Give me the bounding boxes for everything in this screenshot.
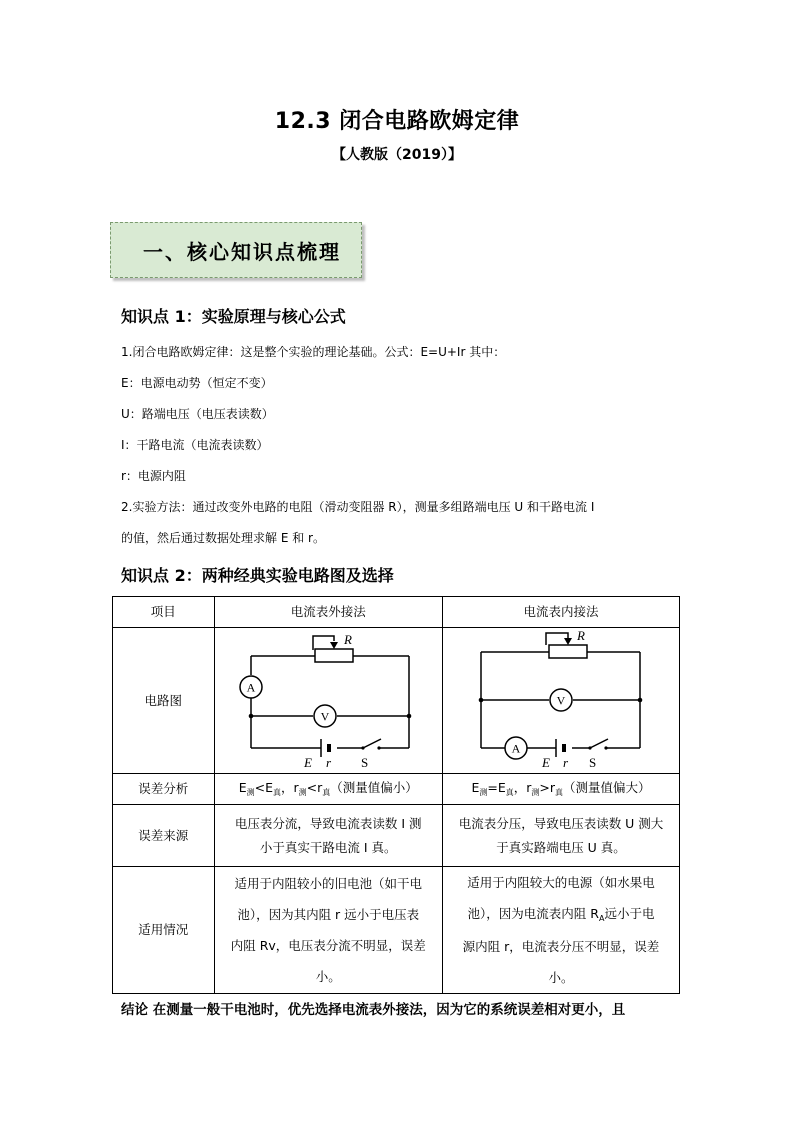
- table-row-error: [113, 774, 680, 805]
- cell-line: 池），因为其内阻 r 远小于电压表: [237, 907, 420, 922]
- cell-line: 小。: [315, 969, 341, 984]
- err-text: <E: [254, 780, 273, 795]
- internal-resistance-label: r: [562, 755, 569, 770]
- circuit-external-cell: [214, 628, 442, 774]
- comparison-table: [112, 596, 680, 994]
- section-banner: [110, 222, 362, 278]
- circuit-diagram-external: [215, 628, 431, 773]
- err-subscript: 测: [246, 788, 255, 797]
- kp1-line: E：电源电动势（恒定不变）: [121, 376, 273, 390]
- cell-line: 适用于内阻较小的旧电池（如干电: [234, 876, 422, 891]
- cell-subscript: A: [598, 914, 605, 923]
- header-cell: 电流表内接法: [442, 597, 679, 628]
- err-subscript: 测: [479, 788, 488, 797]
- err-text: =E: [487, 780, 506, 795]
- err-subscript: 真: [273, 788, 281, 797]
- err-text: <r: [306, 780, 323, 795]
- rheostat-label: R: [343, 632, 352, 647]
- ammeter-label: A: [246, 680, 255, 695]
- cell-line: 电压表分流，导致电流表读数 I 测: [234, 815, 422, 831]
- row-label: 误差分析: [113, 774, 215, 805]
- row-label: 电路图: [113, 628, 215, 774]
- kp1-line: r：电源内阻: [121, 469, 186, 483]
- cell-line: [449, 898, 673, 931]
- switch-label: S: [588, 755, 597, 770]
- err-subscript: 测: [298, 788, 307, 797]
- apply-external-cell: [214, 867, 442, 994]
- kp1-line: U：路端电压（电压表读数）: [121, 407, 274, 421]
- cell-line: 于真实路端电压 U 真。: [496, 839, 626, 855]
- document-title: 12.3 闭合电路欧姆定律: [274, 109, 520, 134]
- source-internal-cell: [442, 805, 679, 867]
- edition-label: 【人教版（2019）】: [332, 147, 462, 163]
- table-row-apply: [113, 867, 680, 994]
- header-cell: 电流表外接法: [214, 597, 442, 628]
- kp1-line: 2.实验方法：通过改变外电路的电阻（滑动变阻器 R），测量多组路端电压 U 和干路电流 I: [121, 500, 595, 514]
- apply-internal-cell: [442, 867, 679, 994]
- row-label: 适用情况: [113, 867, 215, 994]
- cell-text: 池），因为电流表内阻 R: [467, 906, 599, 921]
- error-external-cell: [214, 774, 442, 805]
- table-header-row: [113, 597, 680, 628]
- emf-label: E: [303, 755, 312, 770]
- switch-label: S: [360, 755, 368, 770]
- table-row-source: [113, 805, 680, 867]
- section-banner-text: 一、核心知识点梳理: [143, 240, 341, 264]
- err-text: ，r: [281, 780, 299, 795]
- kp1-heading: 知识点 1：实验原理与核心公式: [121, 307, 346, 326]
- cell-line: 小于真实干路电流 I 真。: [259, 839, 397, 855]
- err-text: E: [238, 780, 247, 795]
- err-text: >r: [539, 780, 555, 795]
- err-subscript: 测: [531, 788, 540, 797]
- circuit-internal-cell: [442, 628, 679, 774]
- cell-line: 电流表分压，导致电压表读数 U 测大: [458, 815, 664, 831]
- voltmeter-label: V: [556, 693, 566, 708]
- kp1-line: 的值，然后通过数据处理求解 E 和 r。: [121, 531, 325, 545]
- err-text: （测量值偏大）: [563, 780, 651, 795]
- error-internal-cell: [442, 774, 679, 805]
- cell-text: 远小于电: [604, 906, 655, 921]
- header-cell: 项目: [113, 597, 215, 628]
- emf-label: E: [541, 755, 550, 770]
- err-subscript: 真: [322, 788, 331, 797]
- err-text: ，r: [513, 780, 532, 795]
- err-subscript: 真: [555, 788, 563, 797]
- row-label: 误差来源: [113, 805, 215, 867]
- kp2-heading: 知识点 2：两种经典实验电路图及选择: [121, 566, 394, 585]
- voltmeter-label: V: [320, 709, 329, 724]
- kp1-line: 1.闭合电路欧姆定律：这是整个实验的理论基础。公式：E=U+Ir 其中：: [121, 345, 506, 359]
- cell-line: 小。: [548, 970, 574, 985]
- cell-line: 内阻 Rv，电压表分流不明显，误差: [230, 938, 426, 953]
- err-subscript: 真: [505, 788, 514, 797]
- ammeter-label: A: [511, 741, 521, 756]
- source-external-cell: [214, 805, 442, 867]
- conclusion-text: 结论 在测量一般干电池时，优先选择电流表外接法，因为它的系统误差相对更小，且: [121, 1002, 626, 1018]
- cell-line: 适用于内阻较大的电源（如水果电: [467, 875, 655, 890]
- err-text: （测量值偏小）: [330, 780, 418, 795]
- circuit-diagram-internal: [443, 628, 679, 773]
- err-text: E: [471, 780, 480, 795]
- kp1-line: I：干路电流（电流表读数）: [121, 438, 269, 452]
- rheostat-label: R: [576, 628, 585, 643]
- cell-line: 源内阻 r，电流表分压不明显，误差: [462, 939, 660, 954]
- internal-resistance-label: r: [325, 755, 331, 770]
- table-row-circuit: [113, 628, 680, 774]
